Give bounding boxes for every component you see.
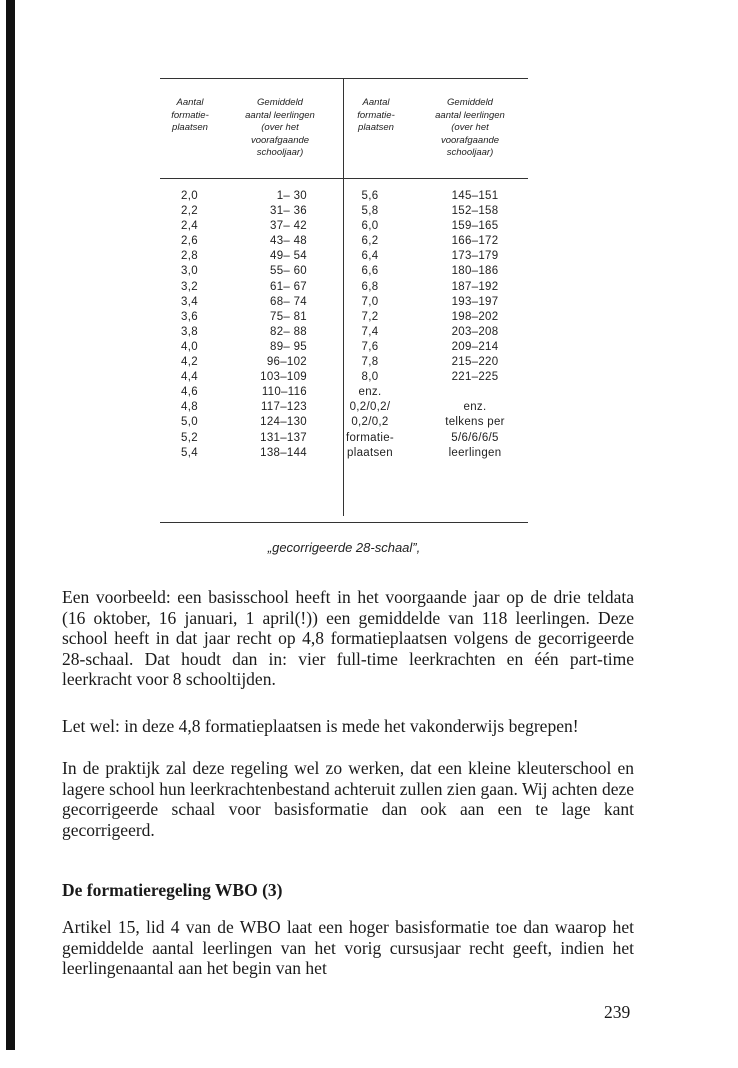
table-cell: 1– 30 xyxy=(276,190,307,202)
table-cell: 6,8 xyxy=(361,280,379,293)
table-cell: 152–158 xyxy=(451,205,499,218)
table-cell: 6,0 xyxy=(361,220,379,233)
table-cell: 198–202 xyxy=(451,310,499,323)
table-cell: 110–116 xyxy=(261,386,307,399)
table-cell: 4,0 xyxy=(181,340,198,353)
table-cell: 3,0 xyxy=(181,265,198,278)
table-cell: enz. xyxy=(358,386,382,399)
table-cell: 203–208 xyxy=(451,325,499,338)
table-cell: 7,0 xyxy=(361,295,379,308)
table-cell: 96–102 xyxy=(266,356,307,369)
table-cell: 138–144 xyxy=(260,446,307,459)
paragraph-article: Artikel 15, lid 4 van de WBO laat een hoger basisformatie toe dan waarop het gemiddelde aantal leerlingen van het vorig cursusjaar recht geeft, indien het leerlingenaantal aan het begin van het xyxy=(62,917,634,979)
table-cell: 5,2 xyxy=(181,431,198,444)
table-cell: 117–123 xyxy=(260,401,307,414)
table-cell: 7,4 xyxy=(361,325,379,338)
table-cell: 4,4 xyxy=(181,371,198,384)
header-pupils-1: Gemiddeld aantal leerlingen (over het voorafgaande schooljaar) xyxy=(245,97,315,158)
table-cell: 2,2 xyxy=(181,205,198,218)
header-places-1: Aantal formatie- plaatsen xyxy=(171,97,209,133)
table-cell: 49– 54 xyxy=(270,250,307,263)
table-cell: 5,6 xyxy=(361,190,379,202)
table-cell: 2,0 xyxy=(181,190,198,202)
table-header-rule xyxy=(160,178,528,179)
table-cell: 145–151 xyxy=(451,190,499,202)
table-bottom-rule xyxy=(160,522,528,523)
table-cell: formatie- xyxy=(345,431,395,444)
table-caption: „gecorrigeerde 28-schaal”, xyxy=(267,540,421,555)
table-cell: 173–179 xyxy=(451,250,499,263)
table-cell: 6,4 xyxy=(361,250,379,263)
table-cell: 2,4 xyxy=(181,220,198,233)
table-cell: 82– 88 xyxy=(270,325,307,338)
table-cell: 180–186 xyxy=(451,265,499,278)
table-cell: 4,6 xyxy=(181,386,198,399)
table-cell: leerlingen xyxy=(448,446,502,459)
table-cell: 3,6 xyxy=(181,310,198,323)
header-pupils-2: Gemiddeld aantal leerlingen (over het voorafgaande schooljaar) xyxy=(435,97,505,158)
paragraph-note: Let wel: in deze 4,8 formatieplaatsen is mede het vakonderwijs begrepen! xyxy=(62,716,579,736)
table-cell: 103–109 xyxy=(260,371,307,384)
page-binding-edge xyxy=(6,0,15,1050)
table-cell: 124–130 xyxy=(260,416,307,429)
table-cell: 3,8 xyxy=(181,325,198,338)
table-cell: 131–137 xyxy=(260,431,307,444)
page-number: 239 xyxy=(604,1002,631,1022)
table-cell: 61– 67 xyxy=(270,280,307,293)
table-cell: 43– 48 xyxy=(270,235,307,248)
table-cell: 31– 36 xyxy=(270,205,307,218)
table-cell: 221–225 xyxy=(451,371,499,384)
table-cell: 89– 95 xyxy=(270,340,307,353)
table-cell: 37– 42 xyxy=(270,220,307,233)
table-cell: 2,8 xyxy=(181,250,198,263)
table-cell: 75– 81 xyxy=(270,310,307,323)
pupils-column-2 xyxy=(430,189,520,461)
table-header-divider xyxy=(343,78,344,178)
table-cell: 5/6/6/6/5 xyxy=(451,431,499,444)
table-cell: 6,2 xyxy=(361,235,379,248)
table-cell: 187–192 xyxy=(451,280,499,293)
paragraph-example: Een voorbeeld: een basisschool heeft in het voorgaande jaar op de drie teldata (16 oktober, 16 januari, 1 april(!)) een gemiddelde van 118 leerlingen. Deze school heeft in dat jaar recht op 4,8 formatieplaatsen volgens de gecorrigeerde 28-schaal. Dat houdt dan in: vier full-time leerkrachten en één part-time leerkracht voor 8 schooltijden. xyxy=(62,587,634,690)
table-cell: 4,2 xyxy=(181,356,198,369)
table-cell: 193–197 xyxy=(451,295,499,308)
table-cell: 4,8 xyxy=(181,401,198,414)
table-cell: 166–172 xyxy=(451,235,499,248)
table-cell: 2,6 xyxy=(181,235,198,248)
table-cell: 7,6 xyxy=(361,340,379,353)
table-cell: 0,2/0,2/ xyxy=(349,401,391,414)
table-cell: 159–165 xyxy=(451,220,499,233)
table-cell: enz. xyxy=(463,401,487,414)
table-cell: 5,4 xyxy=(181,446,198,459)
table-cell: telkens per xyxy=(445,416,505,429)
paragraph-practice: In de praktijk zal deze regeling wel zo werken, dat een kleine kleuterschool en lagere school hun leerkrachtenbestand achteruit zullen zien gaan. Wij achten deze gecorrigeerde schaal voor basisformatie dan ook aan een te lage kant gecorrigeerd. xyxy=(62,758,634,840)
table-cell: 68– 74 xyxy=(270,295,307,308)
header-places-2: Aantal formatie- plaatsen xyxy=(357,97,395,133)
table-cell: plaatsen xyxy=(347,446,393,459)
places-column-1 xyxy=(181,189,198,461)
table-cell: 0,2/0,2 xyxy=(351,416,389,429)
table-cell: 5,8 xyxy=(361,205,379,218)
table-cell: 209–214 xyxy=(451,340,499,353)
table-cell: 3,4 xyxy=(181,295,198,308)
table-cell: 6,6 xyxy=(361,265,379,278)
section-heading: De formatieregeling WBO (3) xyxy=(62,880,283,900)
table-cell: 5,0 xyxy=(181,416,198,429)
table-top-rule xyxy=(160,78,528,79)
table-cell: 7,8 xyxy=(361,356,379,369)
table-cell: 215–220 xyxy=(451,356,499,369)
table-cell: 55– 60 xyxy=(270,265,307,278)
pupils-column-1 xyxy=(235,189,307,461)
table-cell: 3,2 xyxy=(181,280,198,293)
table-cell: 8,0 xyxy=(361,371,379,384)
table-cell xyxy=(430,385,520,400)
table-cell: 7,2 xyxy=(361,310,379,323)
places-column-2 xyxy=(340,189,400,461)
